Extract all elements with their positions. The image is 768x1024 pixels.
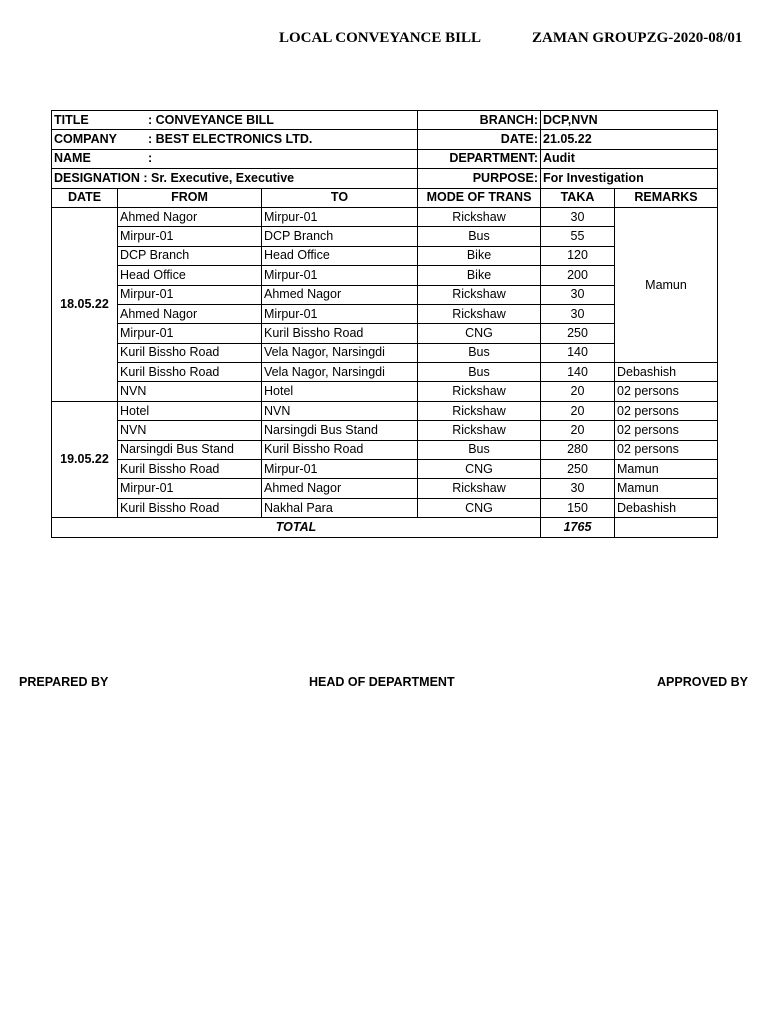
remarks-cell: 02 persons xyxy=(615,401,718,420)
table-row xyxy=(52,460,718,479)
to-cell: DCP Branch xyxy=(262,227,418,246)
from-cell: Mirpur-01 xyxy=(118,324,262,343)
mode-cell: Rickshaw xyxy=(418,479,541,498)
document-header xyxy=(0,30,768,50)
remarks-cell: 02 persons xyxy=(615,382,718,401)
to-cell: Hotel xyxy=(262,382,418,401)
mode-cell: Bus xyxy=(418,363,541,382)
total-value: 1765 xyxy=(541,518,615,537)
purpose-value: For Investigation xyxy=(541,169,718,188)
to-cell: Mirpur-01 xyxy=(262,207,418,226)
conveyance-table xyxy=(51,110,718,538)
to-cell: Mirpur-01 xyxy=(262,304,418,323)
table-row xyxy=(52,382,718,401)
remarks-cell: Mamun xyxy=(615,479,718,498)
total-remarks-empty xyxy=(615,518,718,537)
mode-cell: Rickshaw xyxy=(418,401,541,420)
mode-cell: Rickshaw xyxy=(418,207,541,226)
table-row xyxy=(52,498,718,517)
department-label: DEPARTMENT: xyxy=(418,149,541,168)
from-cell: Head Office xyxy=(118,266,262,285)
from-cell: Ahmed Nagor xyxy=(118,304,262,323)
taka-cell: 120 xyxy=(541,246,615,265)
document-title: LOCAL CONVEYANCE BILL xyxy=(279,30,481,46)
to-cell: Mirpur-01 xyxy=(262,460,418,479)
approved-by-label: APPROVED BY xyxy=(657,675,748,689)
taka-cell: 30 xyxy=(541,304,615,323)
taka-cell: 20 xyxy=(541,401,615,420)
branch-value: DCP,NVN xyxy=(541,111,718,130)
mode-cell: Bus xyxy=(418,343,541,362)
document-reference: ZAMAN GROUPZG-2020-08/01 xyxy=(532,30,743,46)
from-cell: Kuril Bissho Road xyxy=(118,498,262,517)
column-header-row xyxy=(52,188,718,207)
to-cell: Head Office xyxy=(262,246,418,265)
remarks-cell: 02 persons xyxy=(615,421,718,440)
mode-cell: Bus xyxy=(418,440,541,459)
mode-cell: Rickshaw xyxy=(418,382,541,401)
taka-cell: 30 xyxy=(541,479,615,498)
info-row-company xyxy=(52,130,718,149)
table-row xyxy=(52,207,718,226)
column-header: TO xyxy=(262,188,418,207)
to-cell: Ahmed Nagor xyxy=(262,285,418,304)
total-label: TOTAL xyxy=(52,518,541,537)
mode-cell: Bike xyxy=(418,246,541,265)
taka-cell: 250 xyxy=(541,460,615,479)
to-cell: Narsingdi Bus Stand xyxy=(262,421,418,440)
from-cell: Kuril Bissho Road xyxy=(118,363,262,382)
remarks-cell: Debashish xyxy=(615,363,718,382)
column-header: REMARKS xyxy=(615,188,718,207)
table-row xyxy=(52,401,718,420)
mode-cell: Bike xyxy=(418,266,541,285)
title-cell: TITLE : CONVEYANCE BILL xyxy=(52,111,418,130)
remarks-cell: Mamun xyxy=(615,207,718,362)
taka-cell: 20 xyxy=(541,421,615,440)
to-cell: NVN xyxy=(262,401,418,420)
to-cell: Nakhal Para xyxy=(262,498,418,517)
table-row xyxy=(52,363,718,382)
column-header: MODE OF TRANS xyxy=(418,188,541,207)
to-cell: Vela Nagor, Narsingdi xyxy=(262,363,418,382)
total-row xyxy=(52,518,718,537)
info-row-title xyxy=(52,111,718,130)
purpose-label: PURPOSE: xyxy=(418,169,541,188)
column-header: DATE xyxy=(52,188,118,207)
remarks-cell: 02 persons xyxy=(615,440,718,459)
mode-cell: Rickshaw xyxy=(418,285,541,304)
signature-footer xyxy=(0,675,768,695)
column-header: FROM xyxy=(118,188,262,207)
date-cell: 19.05.22 xyxy=(52,401,118,517)
taka-cell: 30 xyxy=(541,207,615,226)
taka-cell: 20 xyxy=(541,382,615,401)
taka-cell: 150 xyxy=(541,498,615,517)
taka-cell: 200 xyxy=(541,266,615,285)
taka-cell: 250 xyxy=(541,324,615,343)
department-value: Audit xyxy=(541,149,718,168)
taka-cell: 55 xyxy=(541,227,615,246)
date-cell: 18.05.22 xyxy=(52,207,118,401)
column-header: TAKA xyxy=(541,188,615,207)
from-cell: Narsingdi Bus Stand xyxy=(118,440,262,459)
from-cell: DCP Branch xyxy=(118,246,262,265)
date-label: DATE: xyxy=(418,130,541,149)
from-cell: Hotel xyxy=(118,401,262,420)
mode-cell: Bus xyxy=(418,227,541,246)
from-cell: Ahmed Nagor xyxy=(118,207,262,226)
designation-cell: DESIGNATION : Sr. Executive, Executive xyxy=(52,169,418,188)
mode-cell: CNG xyxy=(418,460,541,479)
name-cell: NAME : xyxy=(52,149,418,168)
info-row-name xyxy=(52,149,718,168)
remarks-cell: Mamun xyxy=(615,460,718,479)
taka-cell: 140 xyxy=(541,363,615,382)
date-value: 21.05.22 xyxy=(541,130,718,149)
taka-cell: 30 xyxy=(541,285,615,304)
mode-cell: CNG xyxy=(418,498,541,517)
to-cell: Kuril Bissho Road xyxy=(262,324,418,343)
to-cell: Mirpur-01 xyxy=(262,266,418,285)
table-row xyxy=(52,421,718,440)
branch-label: BRANCH: xyxy=(418,111,541,130)
to-cell: Kuril Bissho Road xyxy=(262,440,418,459)
from-cell: Mirpur-01 xyxy=(118,285,262,304)
mode-cell: Rickshaw xyxy=(418,304,541,323)
to-cell: Ahmed Nagor xyxy=(262,479,418,498)
table-row xyxy=(52,440,718,459)
table-row xyxy=(52,479,718,498)
remarks-cell: Debashish xyxy=(615,498,718,517)
from-cell: Mirpur-01 xyxy=(118,479,262,498)
taka-cell: 140 xyxy=(541,343,615,362)
mode-cell: Rickshaw xyxy=(418,421,541,440)
taka-cell: 280 xyxy=(541,440,615,459)
from-cell: Kuril Bissho Road xyxy=(118,460,262,479)
from-cell: Mirpur-01 xyxy=(118,227,262,246)
to-cell: Vela Nagor, Narsingdi xyxy=(262,343,418,362)
info-row-designation xyxy=(52,169,718,188)
prepared-by-label: PREPARED BY xyxy=(19,675,109,689)
company-cell: COMPANY : BEST ELECTRONICS LTD. xyxy=(52,130,418,149)
from-cell: NVN xyxy=(118,382,262,401)
from-cell: Kuril Bissho Road xyxy=(118,343,262,362)
head-of-department-label: HEAD OF DEPARTMENT xyxy=(309,675,455,689)
mode-cell: CNG xyxy=(418,324,541,343)
from-cell: NVN xyxy=(118,421,262,440)
